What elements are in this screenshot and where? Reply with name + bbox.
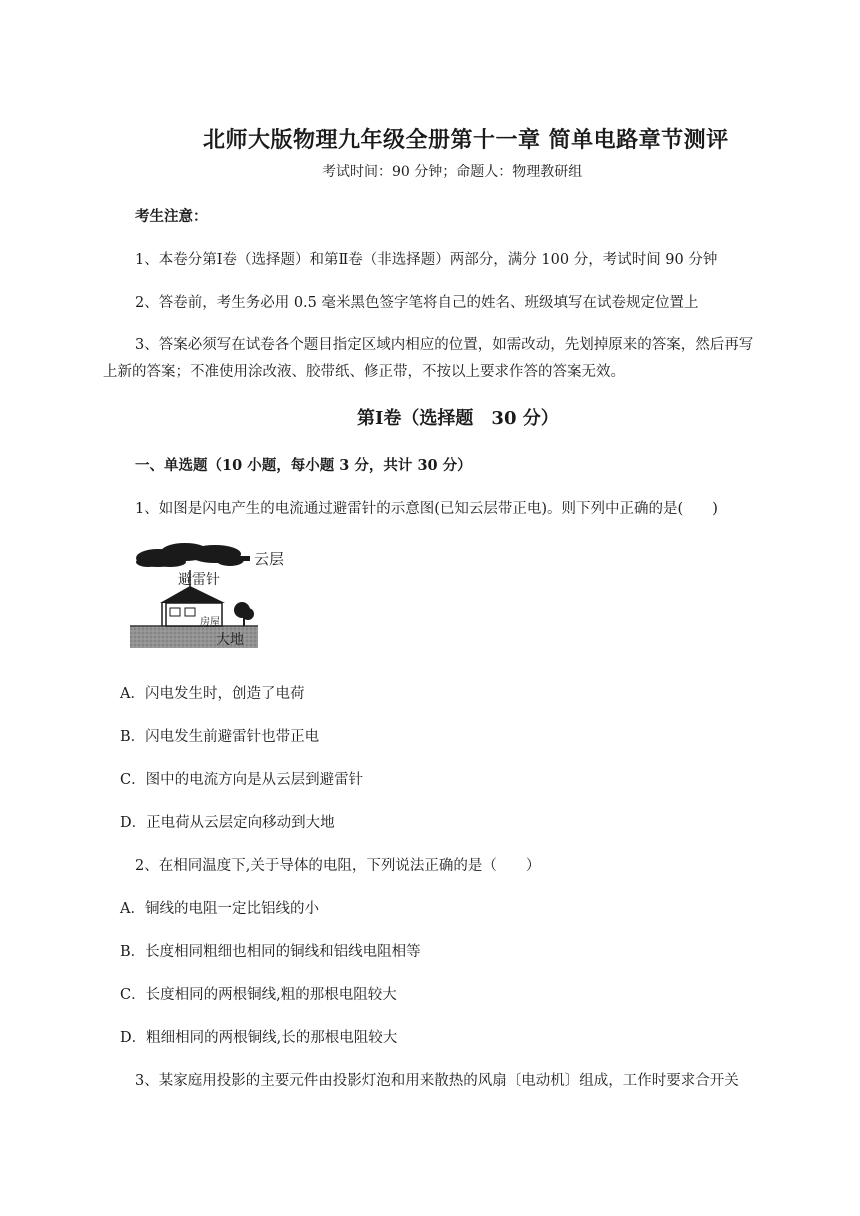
question-1-option-c: C．图中的电流方向是从云层到避雷针 [120,772,364,788]
question-1-option-a: A．闪电发生时，创造了电荷 [120,686,305,702]
question-2-stem: 2、在相同温度下,关于导体的电阻，下列说法正确的是（ ） [135,858,541,874]
question-1-option-b: B．闪电发生前避雷针也带正电 [120,729,320,745]
ground-label: 大地 [216,632,244,648]
part-title: 一、单选题（10 小题，每小题 3 分，共计 30 分） [135,457,472,474]
lightning-rod-figure [130,540,295,652]
cloud-label: 云层 [254,550,285,568]
question-3-stem: 3、某家庭用投影的主要元件由投影灯泡和用来散热的风扇〔电动机〕组成，工作时要求合开关 [135,1073,739,1089]
notice-item-2: 2、答卷前，考生务必用 0.5 毫米黑色签字笔将自己的姓名、班级填写在试卷规定位置上 [135,295,699,311]
question-2-option-a: A．铜线的电阻一定比铝线的小 [120,901,319,917]
page-title: 北师大版物理九年级全册第十一章 简单电路章节测评 [203,127,729,153]
tree-shape [234,602,254,626]
cloud-shape [136,543,250,567]
notice-heading: 考生注意： [135,208,208,225]
question-2-option-b: B．长度相同粗细也相同的铜线和铝线电阻相等 [120,944,421,960]
house-label: 房屋 [200,617,220,628]
exam-info: 考试时间：90 分钟；命题人：物理教研组 [322,164,583,180]
question-2-option-c: C．长度相同的两根铜线,粗的那根电阻较大 [120,987,397,1003]
notice-item-1: 1、本卷分第Ⅰ卷（选择题）和第Ⅱ卷（非选择题）两部分，满分 100 分，考试时间 90 分钟 [135,252,718,268]
section-title: 第Ⅰ卷（选择题 30 分） [357,408,559,429]
notice-item-3-cont: 上新的答案；不准使用涂改液、胶带纸、修正带，不按以上要求作答的答案无效。 [103,364,625,380]
question-2-option-d: D．粗细相同的两根铜线,长的那根电阻较大 [120,1030,398,1046]
question-1-stem: 1、如图是闪电产生的电流通过避雷针的示意图(已知云层带正电)。则下列中正确的是( ) [135,501,718,517]
question-1-option-d: D．正电荷从云层定向移动到大地 [120,815,335,831]
notice-item-3: 3、答案必须写在试卷各个题目指定区域内相应的位置，如需改动，先划掉原来的答案，然后再写 [135,337,754,353]
rod-label: 避雷针 [178,572,220,588]
